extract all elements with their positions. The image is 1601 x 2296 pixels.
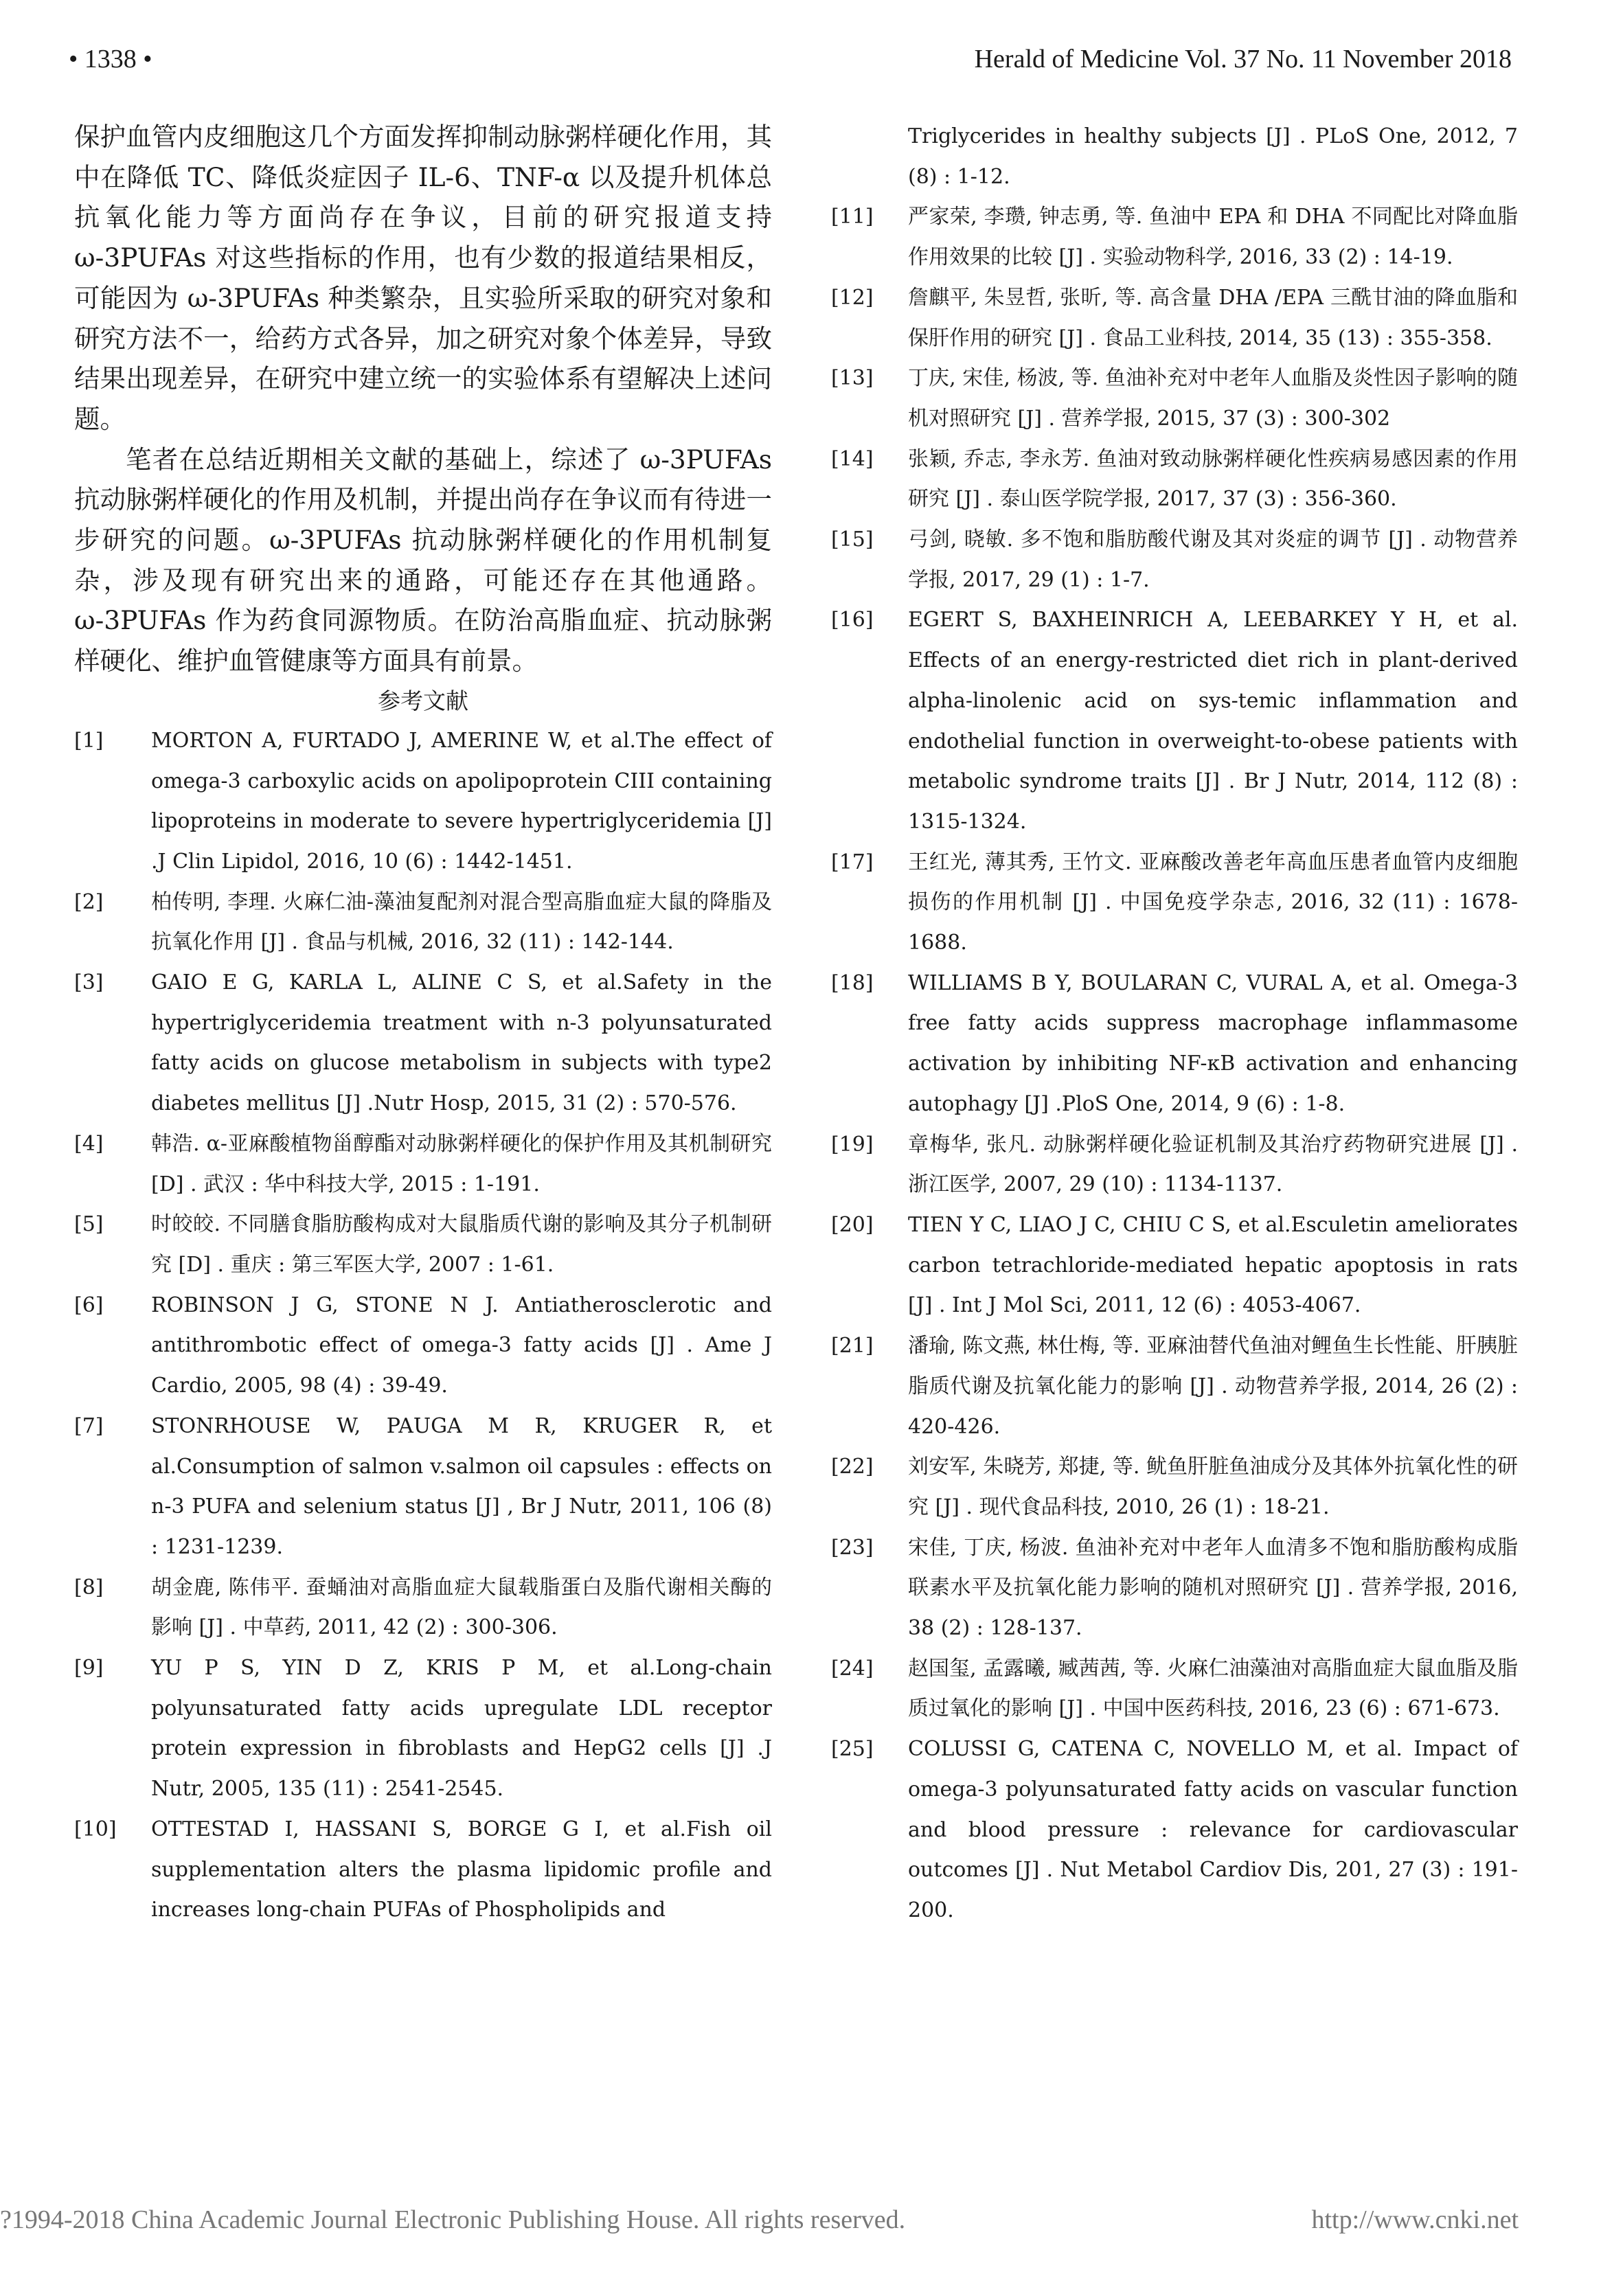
reference-item	[831, 117, 1518, 197]
reference-item	[831, 1205, 1518, 1326]
page-footer	[0, 2205, 1601, 2246]
reference-number: [19]	[831, 1132, 874, 1157]
body-paragraph-2: 笔者在总结近期相关文献的基础上，综述了 ω-3PUFAs 抗动脉粥样硬化的作用及机制，并提出尚存在争议而有待进一步研究的问题。ω-3PUFAs 抗动脉粥样硬化的作用机制复杂，涉及现有研究出来的通路，可能还存在其他通路。ω-3PUFAs 作为药食同源物质。在防治高脂血症、抗动脉粥样硬化、维护血管健康等方面具有前景。	[74, 444, 772, 677]
reference-number: [10]	[74, 1817, 117, 1841]
reference-text: YU P S, YIN D Z, KRIS P M, et al.Long-chain polyunsaturated fatty acids upregulate LDL receptor protein expression in fibroblasts and HepG2 cells [J] .J Nutr, 2005, 135 (11) : 2541-2545.	[151, 1656, 772, 1801]
copyright-notice: ?1994-2018 China Academic Journal Electronic Publishing House. All rights reserved.	[0, 2205, 906, 2234]
reference-number: [17]	[831, 850, 874, 874]
reference-item	[831, 278, 1518, 359]
reference-text: OTTESTAD I, HASSANI S, BORGE G I, et al.Fish oil supplementation alters the plasma lipidomic profile and increases long-chain PUFAs of Phospholipids and	[151, 1817, 772, 1922]
reference-number: [6]	[74, 1293, 104, 1317]
reference-item	[831, 964, 1518, 1125]
footer-url: http://www.cnki.net	[1311, 2205, 1519, 2234]
reference-text: 赵国玺, 孟露曦, 臧茜茜, 等. 火麻仁油藻油对高脂血症大鼠血脂及脂质过氧化的影响 [J] . 中国中医药科技, 2016, 23 (6) : 671-673.	[908, 1656, 1518, 1721]
body-paragraph-1: 保护血管内皮细胞这几个方面发挥抑制动脉粥样硬化作用，其中在降低 TC、降低炎症因子 IL-6、TNF-α 以及提升机体总抗氧化能力等方面尚存在争议，目前的研究报道支持 ω-3PUFAs 对这些指标的作用，也有少数的报道结果相反，可能因为 ω-3PUFAs 种类繁杂，且实验所采取的研究对象和研究方法不一，给药方式各异，加之研究对象个体差异，导致结果出现差异，在研究中建立统一的实验体系有望解决上述问题。	[74, 122, 772, 434]
reference-number: [15]	[831, 527, 874, 552]
reference-text: STONRHOUSE W, PAUGA M R, KRUGER R, et al.Consumption of salmon v.salmon oil capsules : effects on n-3 PUFA and selenium status [J] , Br J Nutr, 2011, 106 (8) : 1231-1239.	[151, 1413, 772, 1559]
reference-text: 柏传明, 李理. 火麻仁油-藻油复配剂对混合型高脂血症大鼠的降脂及抗氧化作用 [J] . 食品与机械, 2016, 32 (11) : 142-144.	[151, 889, 772, 955]
reference-item	[831, 440, 1518, 520]
reference-number: [20]	[831, 1212, 874, 1237]
reference-item	[831, 359, 1518, 439]
reference-item	[831, 197, 1518, 277]
reference-text: 丁庆, 宋佳, 杨波, 等. 鱼油补充对中老年人血脂及炎性因子影响的随机对照研究 [J] . 营养学报, 2015, 37 (3) : 300-302	[908, 366, 1518, 431]
reference-item	[831, 1125, 1518, 1205]
reference-number: [25]	[831, 1737, 874, 1762]
reference-number: [13]	[831, 366, 874, 391]
reference-item	[831, 843, 1518, 964]
reference-list-left	[74, 721, 772, 1931]
reference-item	[74, 963, 772, 1124]
reference-item	[831, 1649, 1518, 1729]
reference-item	[74, 1810, 772, 1931]
reference-item	[831, 1729, 1518, 1931]
reference-number: [12]	[831, 285, 874, 310]
reference-text: 宋佳, 丁庆, 杨波. 鱼油补充对中老年人血清多不饱和脂肪酸构成脂联素水平及抗氧化能力影响的随机对照研究 [J] . 营养学报, 2016, 38 (2) : 128-137.	[908, 1535, 1518, 1641]
reference-text: 胡金鹿, 陈伟平. 蚕蛹油对高脂血症大鼠载脂蛋白及脂代谢相关酶的影响 [J] . 中草药, 2011, 42 (2) : 300-306.	[151, 1575, 772, 1640]
reference-item	[831, 1447, 1518, 1527]
reference-number: [8]	[74, 1575, 104, 1600]
reference-number: [1]	[74, 728, 104, 753]
reference-item	[831, 600, 1518, 842]
reference-number: [9]	[74, 1656, 104, 1681]
reference-text: GAIO E G, KARLA L, ALINE C S, et al.Safety in the hypertriglyceridemia treatment with n-3 polyunsaturated fatty acids on glucose metabolism in subjects with type2 diabetes mellitus [J] .Nutr Hosp, 2015, 31 (2) : 570-576.	[151, 970, 772, 1116]
reference-number: [18]	[831, 970, 874, 995]
reference-item	[74, 1648, 772, 1810]
page-number: • 1338 •	[69, 45, 152, 73]
reference-text: EGERT S, BAXHEINRICH A, LEEBARKEY Y H, et al. Effects of an energy-restricted diet rich in plant-derived alpha-linolenic acid on sys-temic inflammation and endothelial function in overweight-to-obese patients with metabolic syndrome traits [J] . Br J Nutr, 2014, 112 (8) : 1315-1324.	[908, 608, 1518, 834]
reference-text: 张颖, 乔志, 李永芳. 鱼油对致动脉粥样硬化性疾病易感因素的作用研究 [J] . 泰山医学院学报, 2017, 37 (3) : 356-360.	[908, 446, 1518, 512]
reference-item	[831, 1528, 1518, 1649]
right-column	[831, 117, 1518, 1931]
reference-text: 刘安军, 朱晓芳, 郑捷, 等. 鱿鱼肝脏鱼油成分及其体外抗氧化性的研究 [J] . 现代食品科技, 2010, 26 (1) : 18-21.	[908, 1455, 1518, 1519]
reference-text: 章梅华, 张凡. 动脉粥样硬化验证机制及其治疗药物研究进展 [J] . 浙江医学, 2007, 29 (10) : 1134-1137.	[908, 1132, 1518, 1197]
reference-text: 严家荣, 李瓒, 钟志勇, 等. 鱼油中 EPA 和 DHA 不同配比对降血脂作用效果的比较 [J] . 实验动物科学, 2016, 33 (2) : 14-19.	[908, 205, 1518, 270]
reference-text: 王红光, 薄其秀, 王竹文. 亚麻酸改善老年高血压患者血管内皮细胞损伤的作用机制 [J] . 中国免疫学杂志, 2016, 32 (11) : 1678-1688.	[908, 850, 1518, 955]
reference-text: 詹麒平, 朱昱哲, 张昕, 等. 高含量 DHA /EPA 三酰甘油的降血脂和保肝作用的研究 [J] . 食品工业科技, 2014, 35 (13) : 355-358.	[908, 285, 1518, 350]
reference-number: [3]	[74, 970, 104, 995]
reference-text: COLUSSI G, CATENA C, NOVELLO M, et al. Impact of omega-3 polyunsaturated fatty acids on vascular function and blood pressure : relevance for cardiovascular outcomes [J] . Nut Metabol Cardiov Dis, 201, 27 (3) : 191-200.	[908, 1737, 1518, 1922]
reference-text: 弓剑, 晓敏. 多不饱和脂肪酸代谢及其对炎症的调节 [J] . 动物营养学报, 2017, 29 (1) : 1-7.	[908, 527, 1518, 592]
reference-number: [23]	[831, 1535, 874, 1560]
left-column	[74, 117, 772, 1931]
reference-item	[74, 883, 772, 963]
reference-number: [11]	[831, 205, 874, 229]
reference-number: [5]	[74, 1212, 104, 1237]
reference-item	[74, 1568, 772, 1648]
reference-item	[74, 1286, 772, 1407]
reference-number: [21]	[831, 1334, 874, 1359]
reference-text: MORTON A, FURTADO J, AMERINE W, et al.The effect of omega-3 carboxylic acids on apolipoprotein CIII containing lipoproteins in moderate to severe hypertriglyceridemia [J] .J Clin Lipidol, 2016, 10 (6) : 1442-1451.	[151, 728, 772, 874]
reference-number: [7]	[74, 1413, 104, 1438]
reference-text: 时皎皎. 不同膳食脂肪酸构成对大鼠脂质代谢的影响及其分子机制研究 [D] . 重庆 : 第三军医大学, 2007 : 1-61.	[151, 1212, 772, 1277]
reference-item	[831, 520, 1518, 600]
reference-text: ROBINSON J G, STONE N J. Antiatherosclerotic and antithrombotic effect of omega-3 fatty acids [J] . Ame J Cardio, 2005, 98 (4) : 39-49.	[151, 1293, 772, 1398]
reference-text: Triglycerides in healthy subjects [J] . PLoS One, 2012, 7 (8) : 1-12.	[908, 124, 1518, 189]
reference-text: WILLIAMS B Y, BOULARAN C, VURAL A, et al. Omega-3 free fatty acids suppress macrophage inflammasome activation by inhibiting NF-κB activation and enhancing autophagy [J] .PloS One, 2014, 9 (6) : 1-8.	[908, 970, 1518, 1116]
reference-text: TIEN Y C, LIAO J C, CHIU C S, et al.Esculetin ameliorates carbon tetrachloride-mediated hepatic apoptosis in rats [J] . Int J Mol Sci, 2011, 12 (6) : 4053-4067.	[908, 1212, 1518, 1318]
reference-list-right	[831, 117, 1518, 1931]
reference-item	[74, 1407, 772, 1568]
reference-number: [22]	[831, 1455, 874, 1479]
reference-item	[74, 1205, 772, 1285]
reference-number: [4]	[74, 1131, 104, 1156]
reference-item	[74, 1124, 772, 1205]
reference-item	[74, 721, 772, 883]
page-header	[0, 44, 1601, 85]
reference-text: 韩浩. α-亚麻酸植物甾醇酯对动脉粥样硬化的保护作用及其机制研究 [D] . 武汉 : 华中科技大学, 2015 : 1-191.	[151, 1131, 772, 1196]
reference-number: [16]	[831, 608, 874, 633]
reference-number: [24]	[831, 1656, 874, 1681]
reference-item	[831, 1326, 1518, 1447]
references-heading: 参考文献	[378, 687, 468, 714]
reference-text: 潘瑜, 陈文燕, 林仕梅, 等. 亚麻油替代鱼油对鲤鱼生长性能、肝胰脏脂质代谢及抗氧化能力的影响 [J] . 动物营养学报, 2014, 26 (2) : 420-426.	[908, 1334, 1518, 1439]
reference-number: [14]	[831, 446, 874, 471]
journal-title: Herald of Medicine Vol. 37 No. 11 November 2018	[974, 45, 1512, 73]
reference-number: [2]	[74, 889, 104, 914]
